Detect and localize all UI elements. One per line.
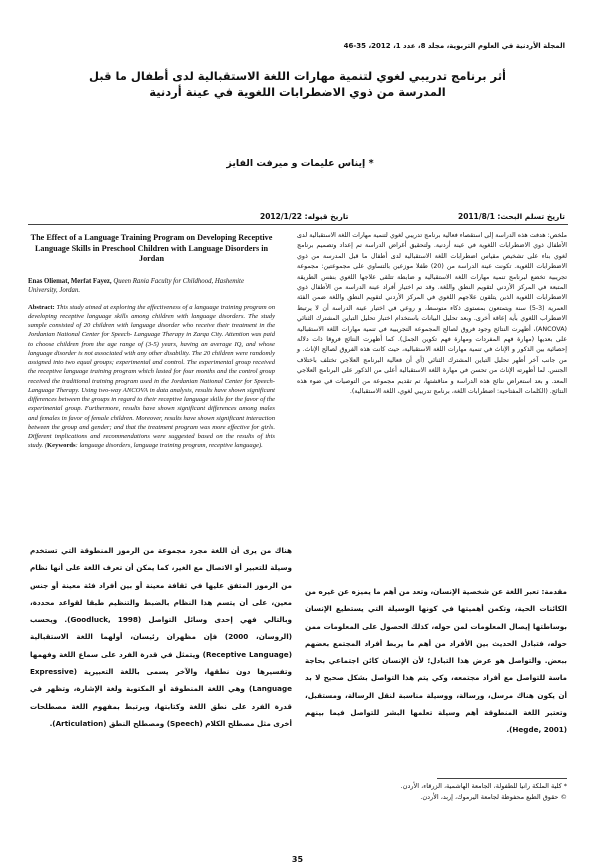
arabic-abstract: ملخص: هدفت هذه الدراسة إلى استقصاء فعالية برنامج تدريبي لغوي لتنمية مهارات اللغة الاستقبالية لدى الأطفال ذوي الاضطرابات اللغوية في عينة أردنية. ولتحقيق أغراض الدراسة تم إعداد وتصميم برنامج لغوي بناء على تشخيص مقياس اضطرابات اللغة الاستقبالية لدى أطفال ما قبل المدرسة من ذوي الاضطرابات اللغوية. تكونت عينة الدراسة من (20) طفلا موزعين بالتساوي على مجموعتين: مجموعة تجريبية تخضع لبرنامج تنمية مهارات اللغة الاستقبالية و ضابطة تتلقى علاجها اللغوي بنفس الطريقة المتبعة في المركز الأردني لتقويم النطق واللغة. وقد تم اختيار أفراد عينة الدراسة من الأطفال ذوي الاضطرابات اللغوية الذين يتلقون علاجهم اللغوي في المركز الأردني لتقويم النطق واللغة ضمن الفئة العمرية (3-5) سنة ويتمتعون بمستوى ذكاء متوسط، و روعي في اختيار عينة الدراسة أن لا يرتبط الاضطراب اللغوي بأية إعاقة أخرى. وبعد تحليل البيانات باستخدام اختبار تحليل التباين المشترك الثنائي (ANCOVA)، أظهرت النتائج وجود فروق لصالح المجموعة التجريبية في تنمية مهارات اللغة الاستقبالية على بعديها (مهارة فهم المفردات ومهارة فهم تكوين الجمل). كما أظهرت النتائج فروقا ذات دلالة إحصائية بين الذكور و الإناث في تنمية مهارات اللغة الاستقبالية، حيث كانت هذه الفروق لصالح الإناث. و من جانب آخر أظهر تحليل التباين المشترك الثنائي (أي أن فعالية البرنامج العلاجي تختلف باختلاف الجنس. لما أظهرته الإناث من تحسن في مهارة اللغة الاستقبالية أعلى من الذكور على البرنامج العلاجي المعد. و بعد استعراض نتائج هذه الدراسة و مناقشتها، تم تقديم مجموعة من التوصيات في ضوء هذه النتائج. (الكلمات المفتاحية: اضطرابات اللغة، برنامج تدريبي لغوي، اللغة الاستقبالية). — [297, 232, 567, 396]
english-abstract-column — [28, 233, 275, 451]
keywords-label: Keywords — [47, 442, 76, 450]
body-column-right: مقدمة: تعبر اللغة عن شخصية الإنسان، وتعد من أهم ما يميزه عن غيره من الكائنات الحية، وتكمن أهميتها في كونها الوسيلة التي يستطيع الإنسان بوساطتها إيصال المعلومات لمن حوله، كذلك الحصول على المعلومات ممن حوله، فتبادل الحديث بين الأفراد من أهم ما يربط أفراد المجتمع بعضهم ببعض. والتواصل هو عرض هذا التبادل؛ لأن الإنسان كائن اجتماعي بحاجة ماسة للتواصل مع أفراد مجتمعه، وكي يتم هذا التواصل بشكل صحيح لا بد أن يكون هناك مرسل، ورسالة، ووسيلة مناسبة لنقل الرسالة، ومستقبل، وتعتبر اللغة المنطوقة أهم وسيلة تعلمها البشر للتواصل فيما بينهم (Hegde, 2001). — [305, 587, 567, 735]
english-title: The Effect of a Language Training Program on Developing Receptive Language Skills in Preschool Children with Language Disorders in Jordan — [30, 233, 273, 263]
running-head: المجلة الأردنية في العلوم التربوية، مجلد 8، عدد 1، 2012، 35-46 — [343, 42, 565, 50]
body-column-left: هناك من يرى أن اللغة مجرد مجموعة من الرموز المنطوقة التي تستخدم وسيلة للتعبير أو الاتصال مع الغير، كما يمكن أن تعرف اللغة على أنها نظام من الرموز المتفق عليها في ثقافة معينة أو بين أفراد فئة معينة أو جنس معين، على أن يتسم هذا النظام بالضبط والتنظيم طبقا لقواعد محددة، وبالتالي فهي إحدى وسائل التواصل (Goodluck, 1998). ويحسب (الروسان، 2000) فإن مظهران رئيسان، أولهما اللغة الاستقبالية (Receptive Language) ويتمثل في قدرة الفرد على سماع اللغة وفهمها وتفسيرها دون نطقها، والآخر يسمى باللغة التعبيرية (Expressive Language) وهي اللغة المنطوقة أو المكتوبة ولغة الإشارة، وتظهر في قدرة الفرد على نطق اللغة وكتابتها، ويرتبط بمفهوم اللغة مصطلحات أخرى مثل مصطلح الكلام (Speech) ومصطلح النطق (Articulation). — [30, 546, 292, 728]
received-date: تاريخ تسلم البحث: 2011/8/1 — [458, 212, 565, 221]
footnote-affiliation: * كلية الملكة رانيا للطفولة، الجامعة الهاشمية، الزرقاء، الأردن. — [400, 782, 567, 790]
arabic-title: أثر برنامج تدريبي لغوي لتنمية مهارات اللغة الاستقبالية لدى أطفال ما قبل المدرسة من ذوي الاضطرابات اللغوية في عينة أردنية — [89, 69, 506, 99]
footnote-copyright: © حقوق الطبع محفوظة لجامعة اليرموك، إربد، الأردن. — [420, 793, 567, 801]
arabic-authors: * إيناس عليمات و ميرفت الفايز — [226, 158, 374, 169]
footnotes — [305, 781, 567, 803]
english-authors — [28, 277, 275, 295]
footnote-divider — [437, 778, 567, 779]
abstract-label: Abstract: — [28, 303, 55, 311]
english-affiliation: Queen Rania Faculty for Childhood, Hashemite University, Jordan. — [28, 277, 244, 294]
english-abstract — [28, 303, 275, 451]
english-abstract-text: This study aimed at exploring the effectiveness of a language training program on developing receptive language skills among children with language disorders. The study sample consisted of 20 children with language disorder who receive their treatment in the Jordanian National Center for Speech- Language Therapy in Zarqa City. Attention was paid to choose children from the age range of (3-5) years, having an average IQ, and whose language disorder is not associated with any other disability. The 20 children were randomly assigned into two equal groups; experimental and control. The experimental group received the receptive language training program which lasted for four months and the control group received the traditional training program used in the Jordanian National Center for Speech- Language Therapy. Using two-way ANCOVA in data analysis, results have shown significant differences between the groups in regard to their receptive language skills for the favor of the experimental group. Furthermore, results have shown significant differences among males and females in favor of female children. Moreover, results have shown significant interaction between the group and gender; and that the treatment program was more effective for girls. Different implications and recommendations were suggested based on the results of this study. ( — [28, 303, 275, 450]
header-divider — [28, 224, 568, 225]
keywords-text: : language disorders, language training program, receptive language). — [75, 442, 263, 450]
accepted-date: تاريخ قبوله: 2012/1/22 — [260, 212, 349, 221]
page-number: 35 — [291, 855, 304, 864]
english-author-names: Enas Oliemat, Merfat Fayez, — [28, 277, 112, 285]
